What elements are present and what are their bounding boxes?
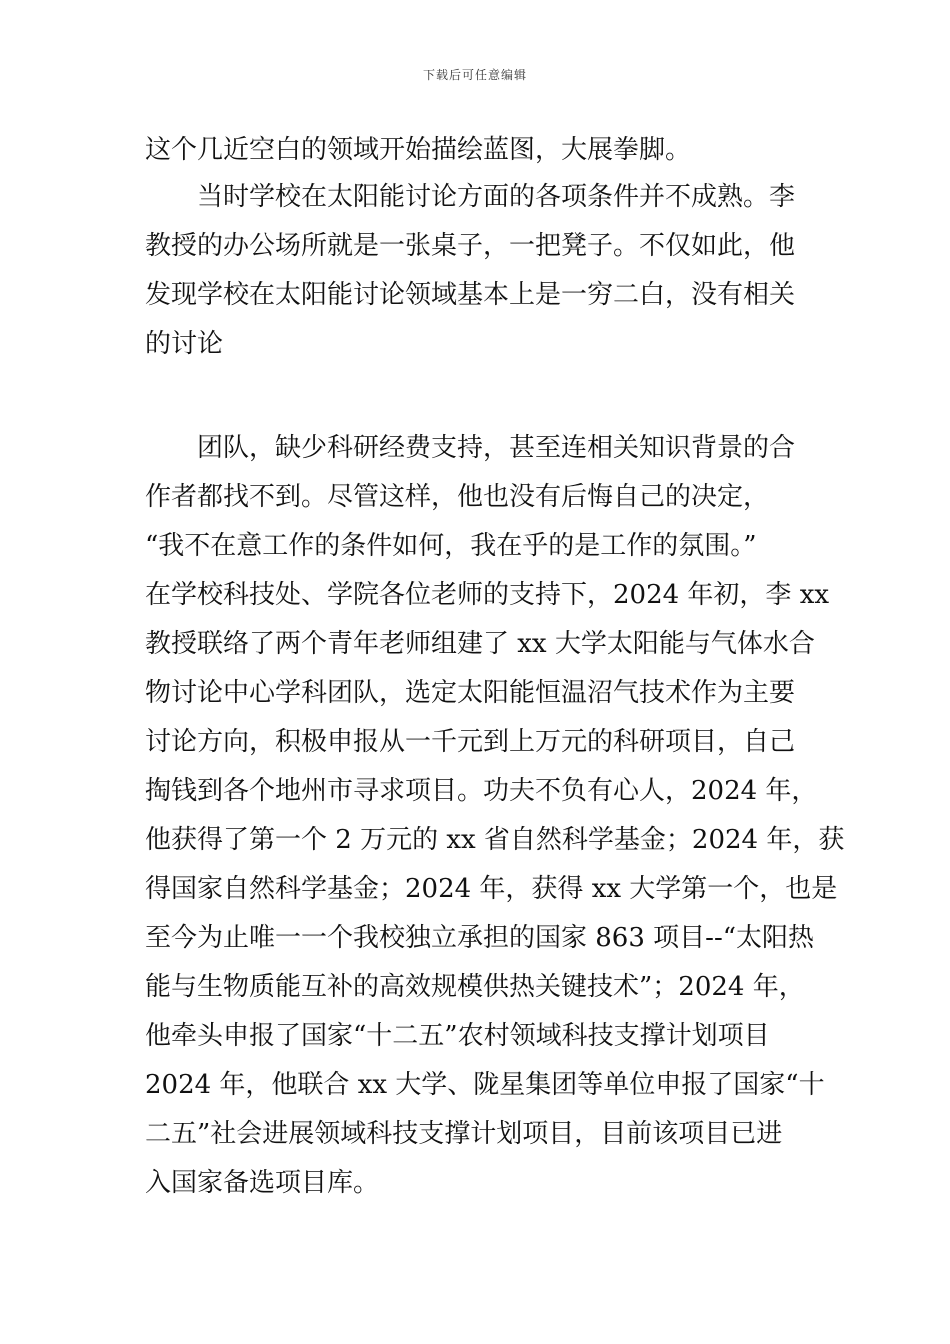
paragraph-2 [145,173,810,369]
text-line: 他获得了第一个 2 万元的 xx 省自然科学基金；2024 年，获 [145,825,845,855]
text-line: 团队，缺少科研经费支持，甚至连相关知识背景的合 [145,433,796,463]
text-line: 教授联络了两个青年老师组建了 xx 大学太阳能与气体水合 [145,629,815,659]
text-line: 教授的办公场所就是一张桌子，一把凳子。不仅如此，他 [145,231,796,261]
text-line: 作者都找不到。尽管这样，他也没有后悔自己的决定， [145,482,770,512]
text-line: “我不在意工作的条件如何，我在乎的是工作的氛围。” [145,531,757,561]
text-line: 讨论方向，积极申报从一千元到上万元的科研项目，自己 [145,727,796,757]
paragraph-3 [145,424,845,1208]
text-line: 当时学校在太阳能讨论方面的各项条件并不成熟。李 [145,182,796,212]
text-line: 物讨论中心学科团队，选定太阳能恒温沼气技术作为主要 [145,678,796,708]
text-line: 至今为止唯一一个我校独立承担的国家 863 项目--“太阳热 [145,923,815,953]
text-line: 能与生物质能互补的高效规模供热关键技术”；2024 年， [145,972,805,1002]
text-line: 在学校科技处、学院各位老师的支持下，2024 年初，李 xx [145,580,830,610]
text-line: 的讨论 [145,329,224,359]
text-line: 二五”社会进展领域科技支撑计划项目，目前该项目已进 [145,1119,783,1149]
text-line: 入国家备选项目库。 [145,1168,380,1198]
text-line: 发现学校在太阳能讨论领域基本上是一穷二白，没有相关 [145,280,796,310]
text-line: 得国家自然科学基金；2024 年，获得 xx 大学第一个，也是 [145,874,838,904]
page-header: 下载后可任意编辑 [422,68,527,82]
paragraph-1 [145,126,810,175]
text-line: 掏钱到各个地州市寻求项目。功夫不负有心人，2024 年， [145,776,818,806]
text-line: 2024 年，他联合 xx 大学、陇星集团等单位申报了国家“十 [145,1070,825,1100]
text-line: 这个几近空白的领域开始描绘蓝图，大展拳脚。 [145,135,692,165]
text-line: 他牵头申报了国家“十二五”农村领域科技支撑计划项目 [145,1021,770,1051]
